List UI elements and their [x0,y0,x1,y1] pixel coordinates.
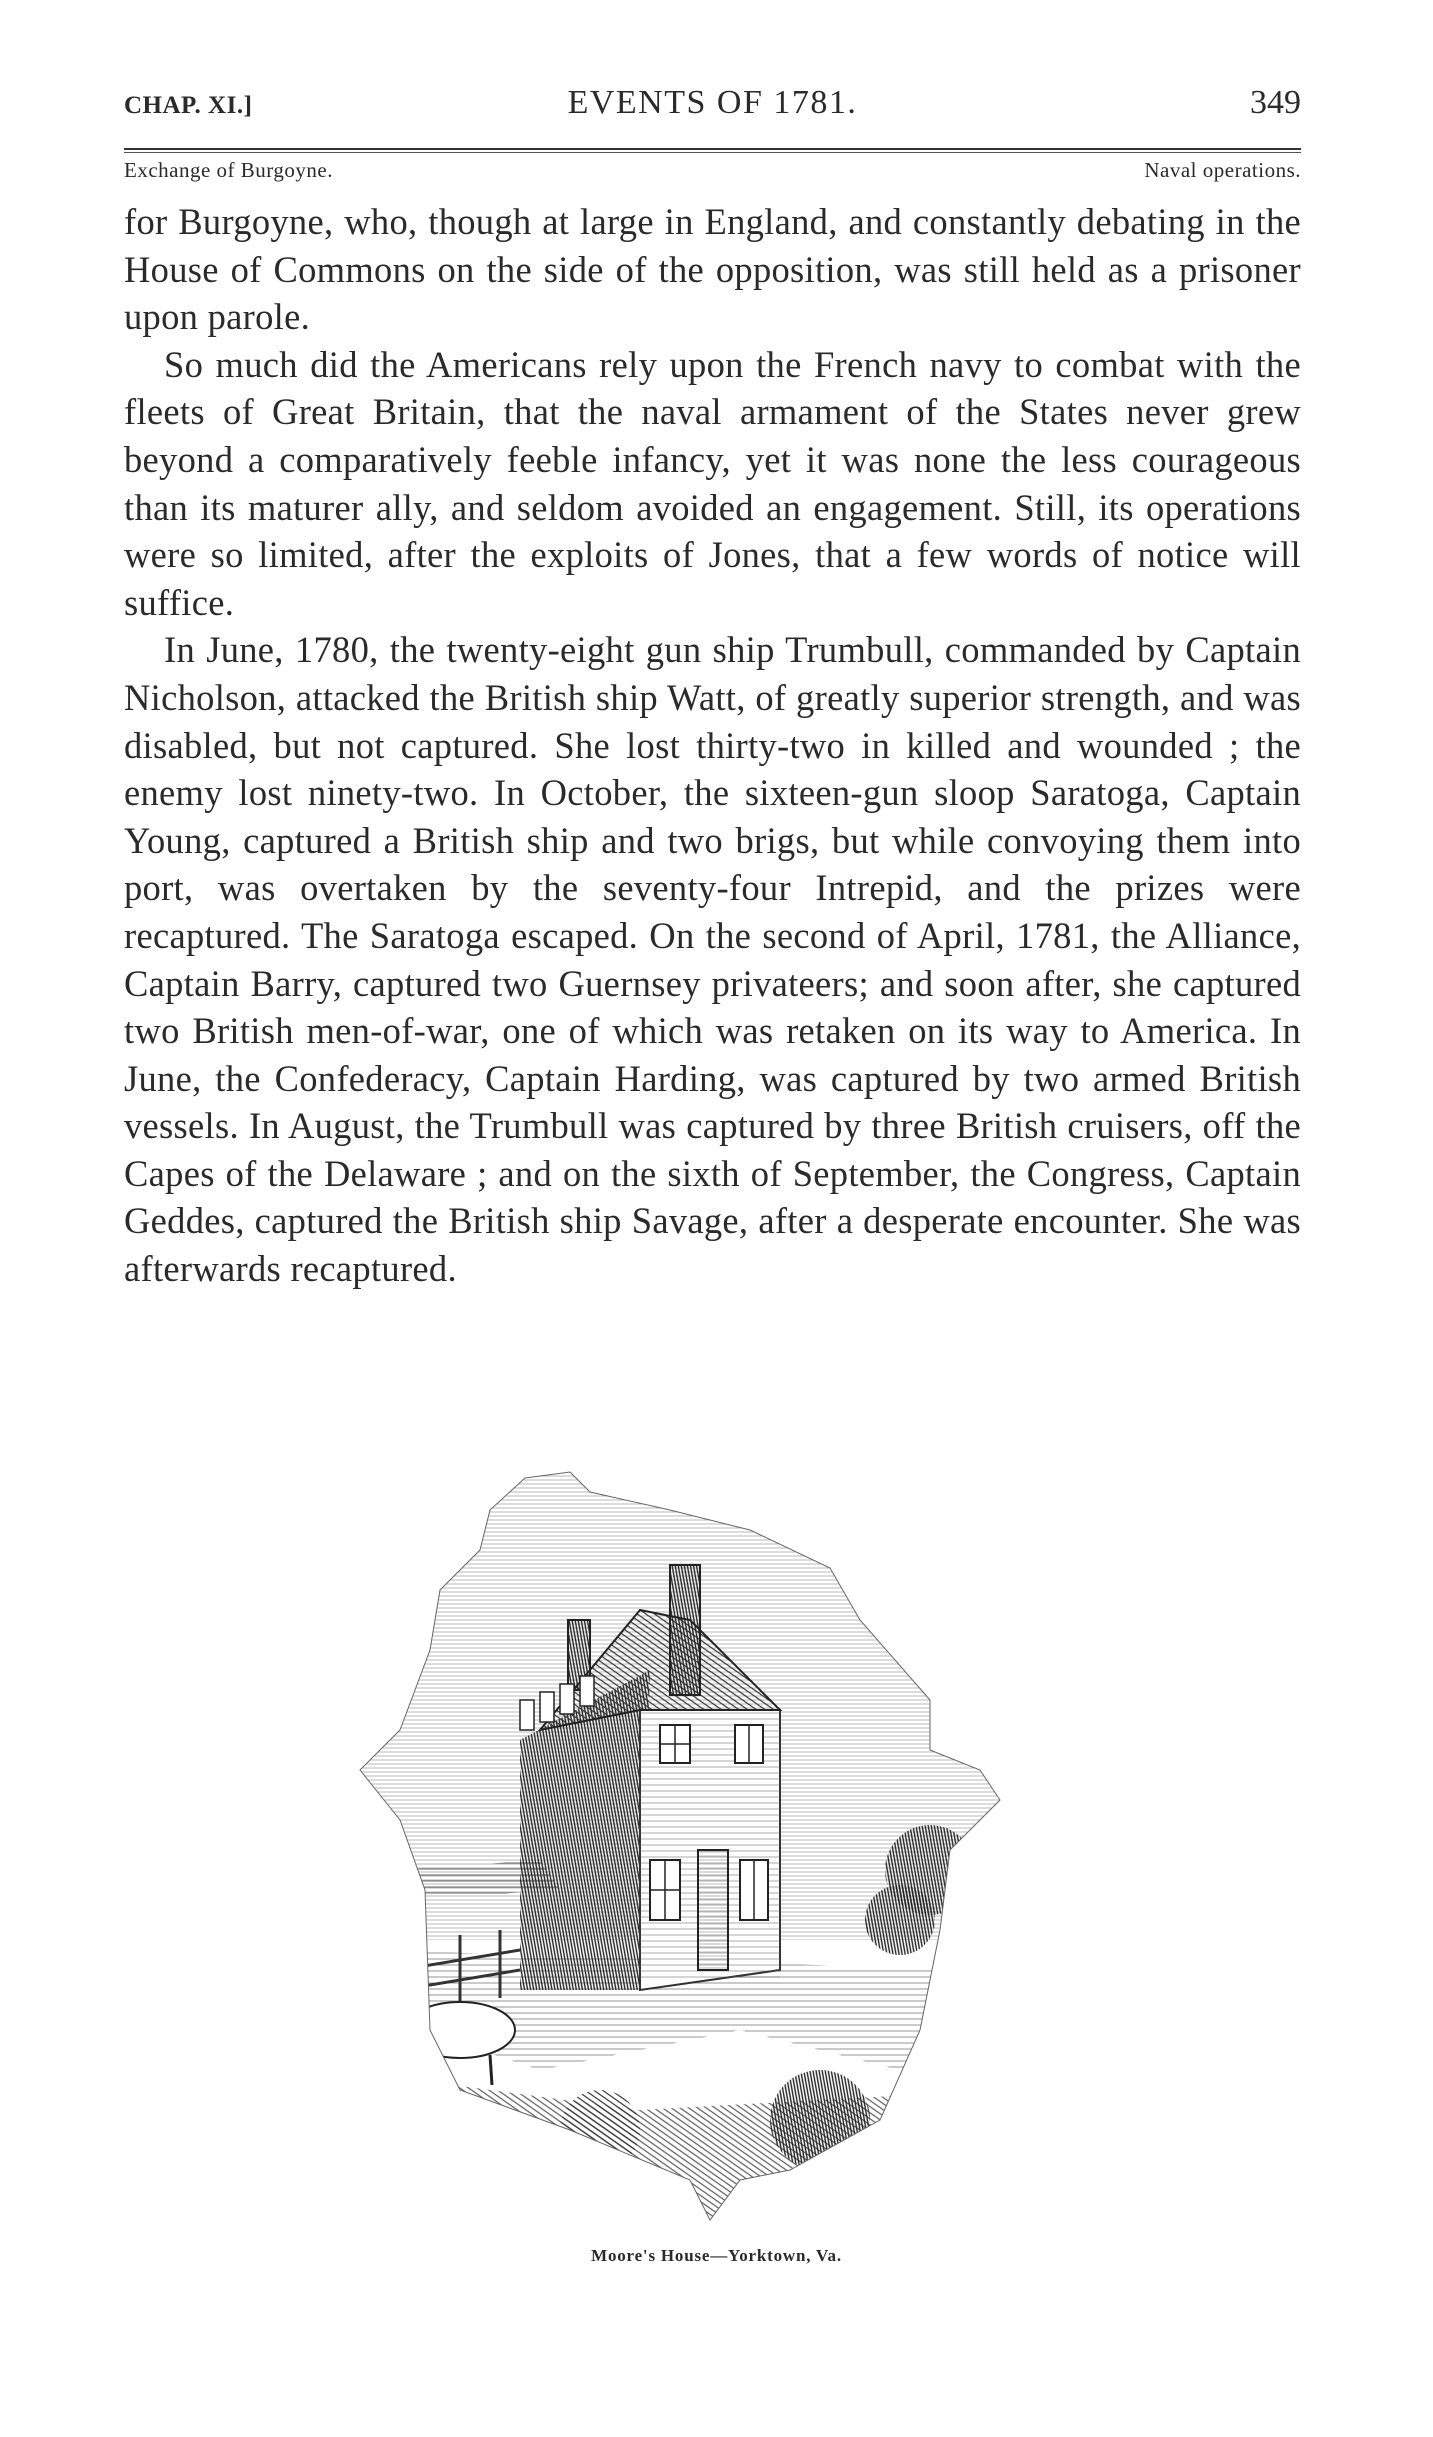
marginal-note-right: Naval operations. [1144,158,1301,182]
engraving-moores-house [340,1470,1120,2230]
marginal-note-left: Exchange of Burgoyne. [124,158,333,182]
header-rule [124,148,1301,150]
paragraph-3: In June, 1780, the twenty-eight gun ship Trumbull, commanded by Captain Nicholson, attacked the British ship Watt, of greatly superior strength, and was disabled, but not captured. She lost thirty-two in killed and wounded ; the enemy lost ninety-two. In October, the sixteen-gun sloop Saratoga, Captain Young, captured a British ship and two brigs, but while convoying them into port, was overtaken by the seventy-four Intrepid, and the prizes were recaptured. The Saratoga escaped. On the second of April, 1781, the Alliance, Captain Barry, captured two Guernsey privateers; and soon after, she captured two British men-of-war, one of which was retaken on its way to America. In June, the Confederacy, Captain Harding, was captured by two armed British vessels. In August, the Trumbull was captured by three British cruisers, off the Capes of the Delaware ; and on the sixth of September, the Congress, Captain Geddes, captured the British ship Savage, after a desperate encounter. She was afterwards recaptured. [124,629,1301,1290]
paragraph-1: for Burgoyne, who, though at large in England, and constantly debating in the House of Commons on the side of the opposition, was still held as a prisoner upon parole. [124,201,1301,338]
chapter-label: CHAP. XI.] [124,92,253,119]
running-head [124,84,1301,132]
illustration-caption: Moore's House—Yorktown, Va. [591,2246,842,2265]
body-text [124,198,1301,1293]
page-number: 349 [1250,84,1301,121]
paragraph-2: So much did the Americans rely upon the French navy to combat with the fleets of Great Britain, that the naval armament of the States never grew beyond a comparatively feeble infancy, yet it was none the less courageous than its maturer ally, and seldom avoided an engagement. Still, its operations were so limited, after the exploits of Jones, that a few words of notice will suffice. [124,343,1301,623]
marginal-notes [124,158,1301,190]
page-title: EVENTS OF 1781. [567,84,858,121]
header-rule-thin [124,152,1301,153]
